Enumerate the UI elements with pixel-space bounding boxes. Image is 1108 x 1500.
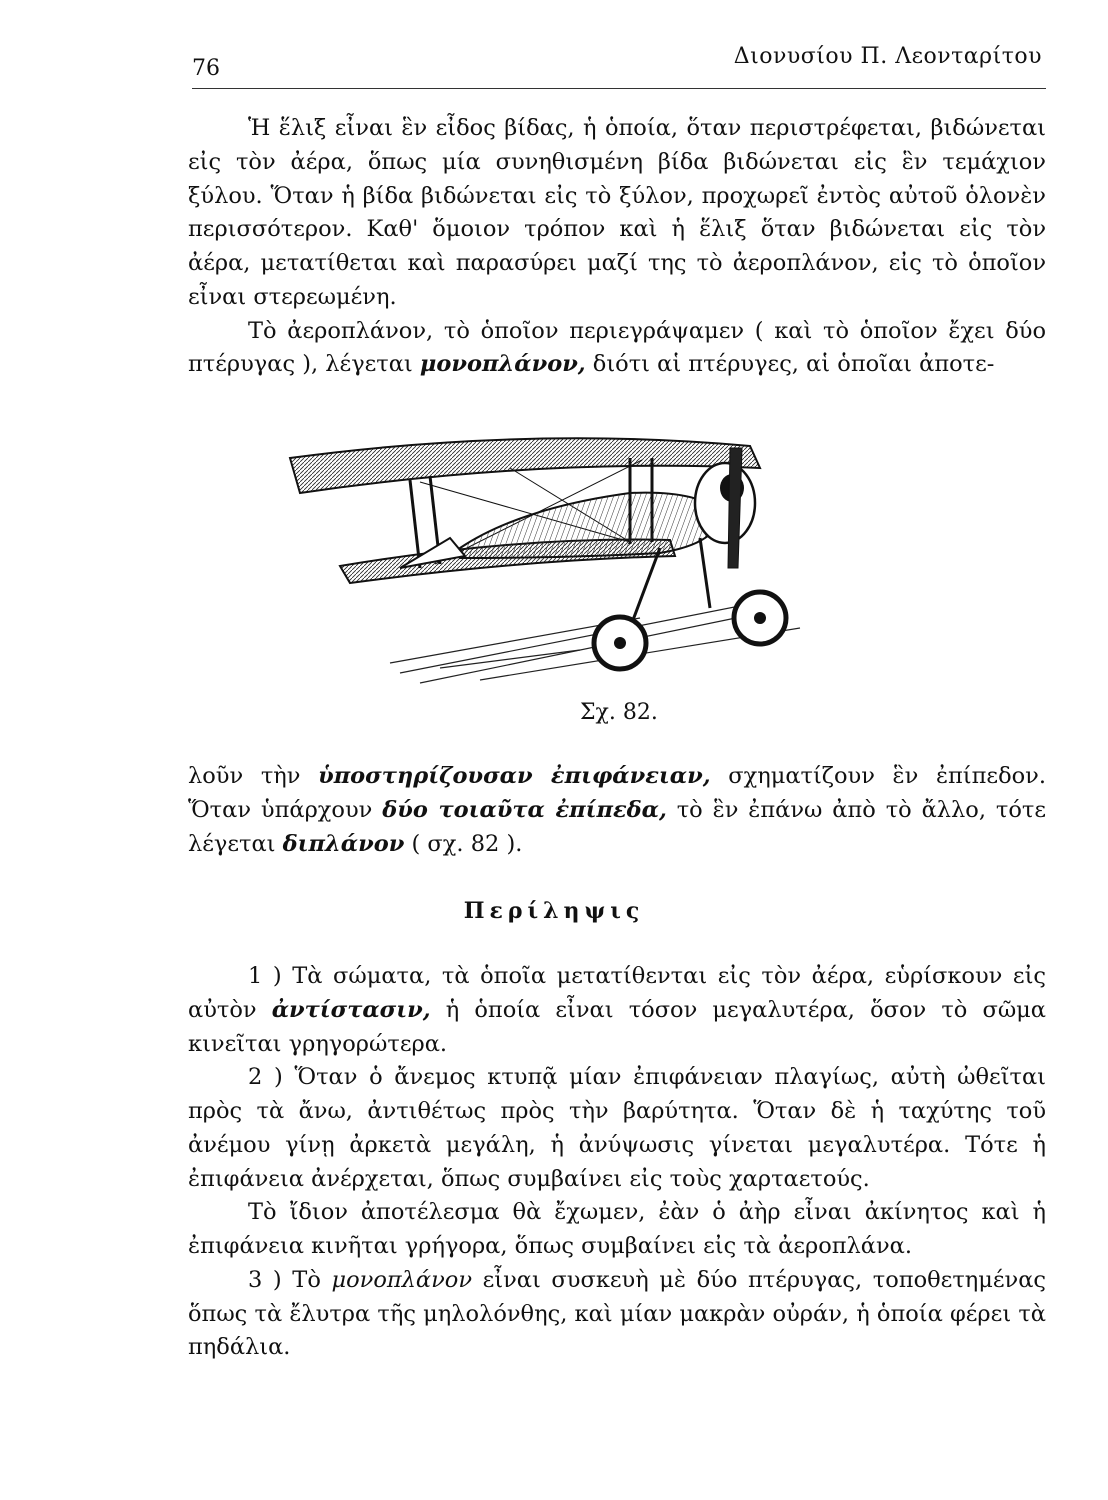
figure-caption: Σχ. 82.	[580, 700, 658, 725]
paragraph-monoplane-text-end: διότι αἱ πτέρυγες, αἱ ὁποῖαι ἀποτε-	[585, 351, 995, 378]
biplane-text-3: τὸ ἓν ἐπάνω ἀπὸ τὸ ἄλλο, τότε λέγεται	[188, 796, 1047, 857]
paragraph-monoplane-text: Τὸ ἀεροπλάνον, τὸ ὁποῖον περιεγράψαμεν ( καὶ τὸ ὁποῖον ἔχει δύο πτέρυγας ), λέγεται	[188, 317, 1046, 378]
summary-item-3	[188, 1264, 1046, 1365]
upper-wing	[290, 438, 760, 493]
term-monoplane-summary: μονοπλάνον	[331, 1266, 473, 1293]
paragraph-monoplane	[188, 315, 1046, 383]
term-biplane: διπλάνον	[282, 830, 405, 857]
summary-item-1-text-end: ἡ ὁποία εἶναι τόσον μεγαλυτέρα, ὅσον τὸ σῶμα κινεῖται γρηγορώτερα.	[188, 996, 1046, 1057]
summary-item-3-text: 3 ) Τὸ	[248, 1266, 332, 1293]
biplane-text-1: λοῦν τὴν	[188, 763, 319, 789]
biplane-illustration	[280, 418, 820, 708]
term-resistance: ἀντίστασιν,	[271, 996, 431, 1023]
propeller	[728, 448, 742, 568]
paragraph-biplane	[188, 760, 1046, 861]
term-supporting-surface: ὑποστηρίζουσαν ἐπιφάνειαν,	[318, 763, 711, 789]
summary-item-2: 2 ) Ὅταν ὁ ἄνεμος κτυπᾷ μίαν ἐπιφάνειαν πλαγίως, αὐτὴ ὠθεῖται πρὸς τὰ ἄνω, ἀντιθέτως πρὸς τὴν βαρύτητα. Ὅταν δὲ ἡ ταχύτης τοῦ ἀνέμου γίνῃ ἀρκετὰ μεγάλη, ἡ ἀνύψωσις γίνεται μεγαλυτέρα. Τότε ἡ ἐπιφάνεια ἀνέρχεται, ὅπως συμβαίνει εἰς τοὺς χαρταετούς.	[188, 1064, 1046, 1192]
engine-cowl	[695, 463, 755, 543]
intro-text	[188, 112, 1046, 382]
biplane-text-2: σχηματίζουν ἓν ἐπίπεδον. Ὅταν ὑπάρχουν	[188, 763, 1046, 823]
term-two-planes: δύο τοιαῦτα ἐπίπεδα,	[382, 796, 667, 823]
summary-item-1-text: 1 ) Τὰ σώματα, τὰ ὁποῖα μετατίθενται εἰς τὸν ἀέρα, εὑρίσκουν εἰς αὐτὸν	[188, 963, 1046, 1023]
summary-list	[188, 960, 1046, 1365]
paragraph-helix: Ἡ ἕλιξ εἶναι ἓν εἶδος βίδας, ἡ ὁποία, ὅταν περιστρέφεται, βιδώνεται εἰς τὸν ἀέρα, ὅπως μία συνηθισμένη βίδα βιδώνεται εἰς ἓν τεμάχιον ξύλου. Ὅταν ἡ βίδα βιδώνεται εἰς τὸ ξύλον, προχωρεῖ ἐντὸς αὐτοῦ ὁλονὲν περισσότερον. Καθ' ὅμοιον τρόπον καὶ ἡ ἕλιξ ὅταν βιδώνεται εἰς τὸν ἀέρα, μετατίθεται καὶ παρασύρει μαζί της τὸ ἀεροπλάνον, εἰς τὸ ὁποῖον εἶναι στερεωμένη.	[188, 115, 1046, 310]
page-number: 76	[192, 56, 220, 81]
section-heading-summary: Περίληψις	[463, 898, 645, 924]
continuation-text	[188, 760, 1046, 861]
biplane-text-4: ( σχ. 82 ).	[404, 830, 523, 857]
running-head: Διονυσίου Π. Λεονταρίτου	[733, 44, 1042, 69]
summary-item-2-continued: Τὸ ἴδιον ἀποτέλεσμα θὰ ἔχωμεν, ἐὰν ὁ ἀὴρ εἶναι ἀκίνητος καὶ ἡ ἐπιφάνεια κινῆται γρήγορα, ὅπως συμβαίνει εἰς τὰ ἀεροπλάνα.	[188, 1199, 1046, 1259]
fuselage	[460, 493, 720, 558]
header-rule	[192, 88, 1046, 89]
term-monoplane: μονοπλάνον,	[419, 351, 586, 378]
summary-item-1	[188, 960, 1046, 1061]
summary-item-3-text-end: εἶναι συσκευὴ μὲ δύο πτέρυγας, τοποθετημένας ὅπως τὰ ἔλυτρα τῆς μηλολόνθης, καὶ μίαν μακρὰν οὐράν, ἡ ὁποία φέρει τὰ πηδάλια.	[188, 1266, 1046, 1361]
